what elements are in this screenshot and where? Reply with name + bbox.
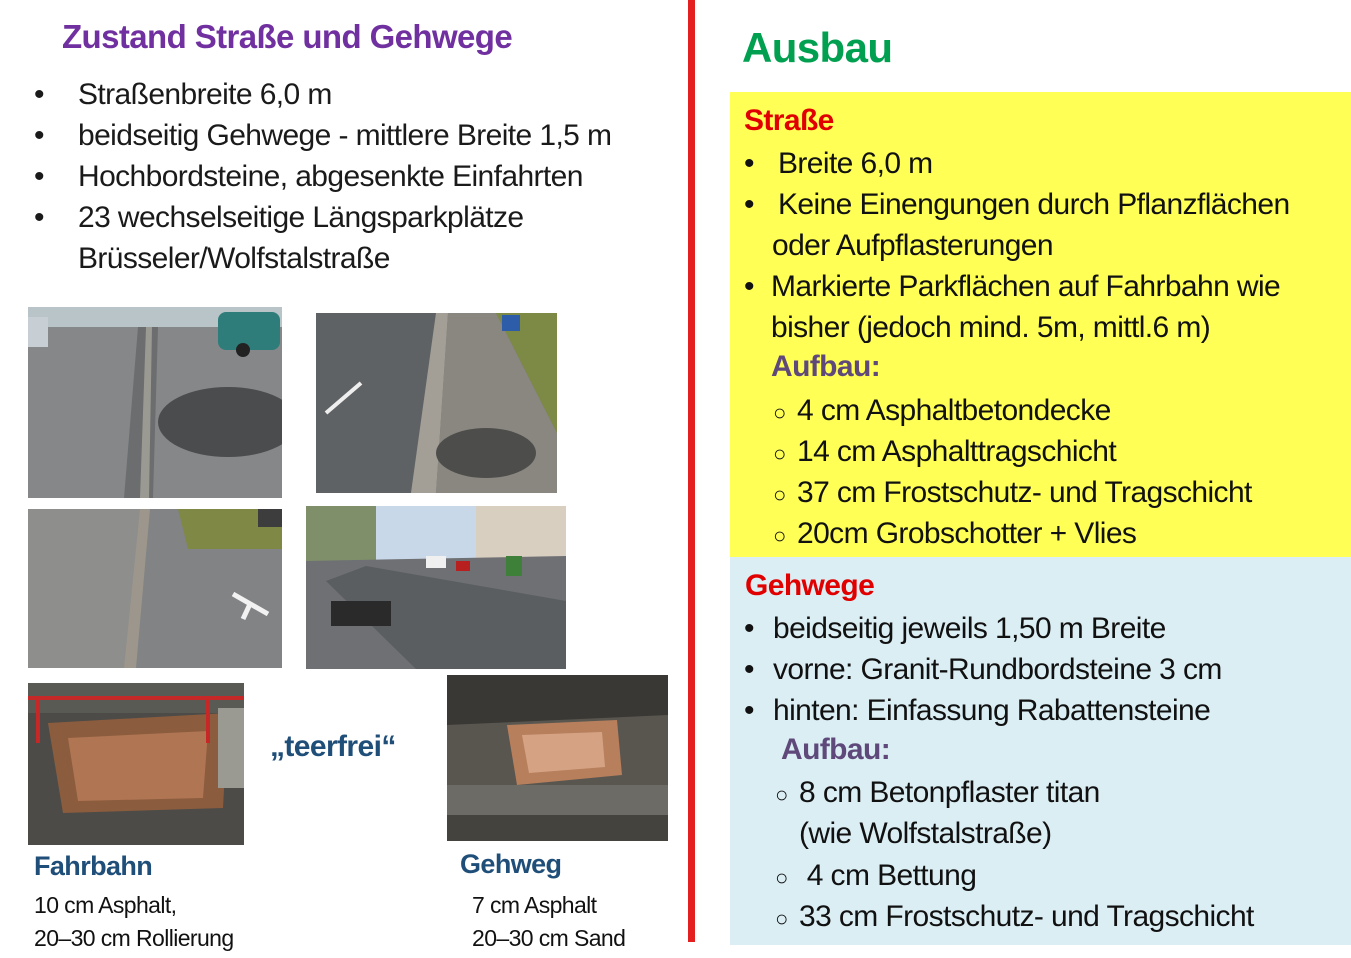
fahrbahn-line-2: 20–30 cm Rollierung (34, 925, 234, 951)
list-item-text: Hochbordsteine, abgesenkte Einfahrten (78, 160, 583, 193)
street-photo-4 (306, 506, 566, 669)
layer-item: ○ 8 cm Betonpflaster titan (775, 776, 1100, 809)
sidewalk-excavation-photo (447, 675, 668, 841)
street-photo-2 (316, 313, 557, 493)
list-item-continuation: Brüsseler/Wolfstalstraße (78, 242, 390, 275)
left-title: Zustand Straße und Gehwege (62, 18, 513, 55)
list-item-text: beidseitig Gehwege - mittlere Breite 1,5 m (78, 119, 612, 152)
gehweg-line-2: 20–30 cm Sand (472, 925, 626, 951)
layer-item: ○ 4 cm Bettung (775, 859, 977, 892)
list-item: • 23 wechselseitige Längsparkplätze Brüsseler/Wolfstalstraße (34, 197, 611, 279)
strasse-panel (730, 92, 1351, 557)
layer-item: ○ 20cm Grobschotter + Vlies (773, 517, 1137, 550)
street-photo-3 (28, 509, 282, 668)
list-item: • Straßenbreite 6,0 m (34, 78, 332, 111)
strasse-aufbau-title: Aufbau: (771, 350, 881, 383)
gehwege-title: Gehwege (745, 569, 875, 602)
strasse-title: Straße (744, 104, 834, 137)
gehweg-line-1: 7 cm Asphalt (472, 892, 597, 918)
layer-item: ○ 37 cm Frostschutz- und Tragschicht (773, 476, 1252, 509)
layer-item: ○ 14 cm Asphalttragschicht (773, 435, 1117, 468)
teerfrei-label: „teerfrei“ (270, 730, 396, 763)
gehweg-title: Gehweg (460, 849, 562, 879)
column-divider (688, 0, 695, 942)
list-item: • beidseitig Gehwege - mittlere Breite 1,5 m (34, 119, 612, 152)
layer-item-continuation: (wie Wolfstalstraße) (799, 817, 1052, 850)
layer-item: ○ 33 cm Frostschutz- und Tragschicht (775, 900, 1254, 933)
fahrbahn-title: Fahrbahn (34, 851, 153, 881)
gehwege-panel (730, 557, 1351, 945)
list-item: • Breite 6,0 m (744, 147, 933, 180)
list-item: • beidseitig jeweils 1,50 m Breite (744, 612, 1166, 645)
list-item: • vorne: Granit-Rundbordsteine 3 cm (744, 653, 1222, 686)
condition-list (34, 74, 611, 279)
list-item: • Keine Einengungen durch Pflanzflächen (744, 188, 1290, 221)
list-item-continuation: bisher (jedoch mind. 5m, mittl.6 m) (771, 311, 1211, 344)
right-title: Ausbau (742, 24, 893, 71)
list-item: • Hochbordsteine, abgesenkte Einfahrten (34, 160, 583, 193)
list-item: • hinten: Einfassung Rabattensteine (744, 694, 1211, 727)
street-photo-1 (28, 307, 282, 498)
list-item-continuation: oder Aufpflasterungen (772, 229, 1053, 262)
list-item: • Markierte Parkflächen auf Fahrbahn wie (744, 270, 1281, 303)
list-item-text: Straßenbreite 6,0 m (78, 78, 332, 111)
gehwege-aufbau-title: Aufbau: (781, 733, 891, 766)
road-excavation-photo (28, 683, 244, 845)
list-item-text: 23 wechselseitige Längsparkplätze (78, 201, 524, 234)
layer-item: ○ 4 cm Asphaltbetondecke (773, 394, 1111, 427)
fahrbahn-line-1: 10 cm Asphalt, (34, 892, 177, 918)
